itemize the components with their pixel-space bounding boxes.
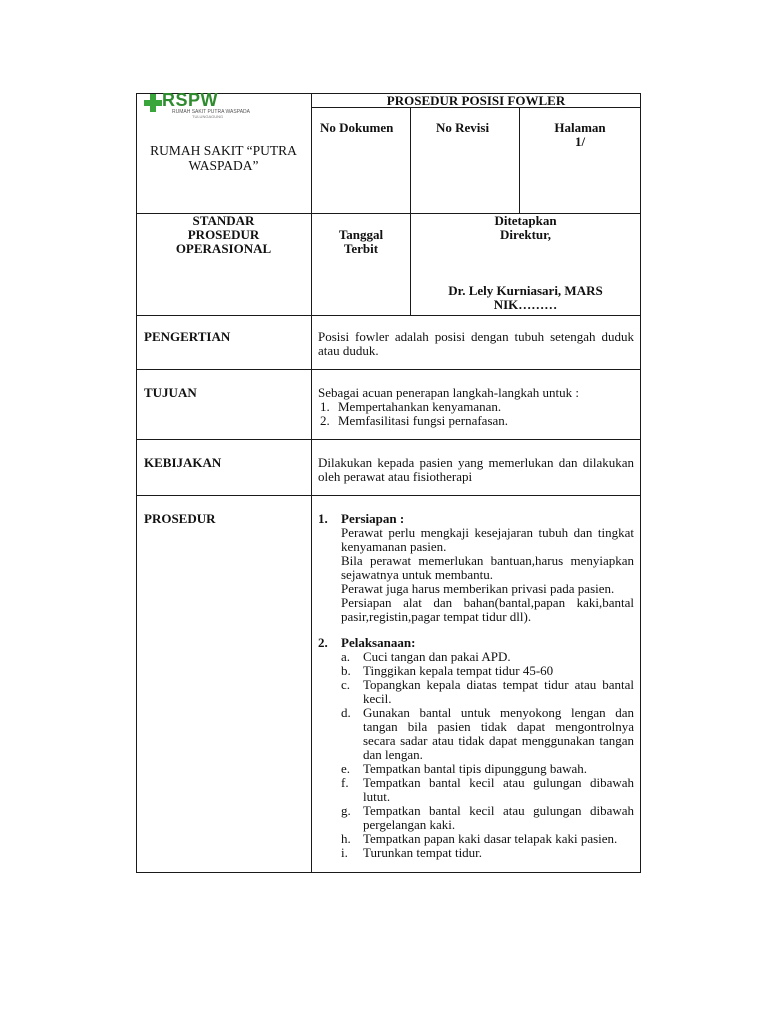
prosedur-label: PROSEDUR (144, 511, 216, 526)
persiapan-number: 1. (318, 511, 328, 526)
step-letter: c. (341, 677, 351, 692)
step-letter: g. (341, 803, 351, 818)
step-text: Tempatkan bantal tipis dipunggung bawah. (363, 761, 588, 776)
halaman-label: Halaman (554, 120, 606, 135)
step-letter: f. (341, 775, 349, 790)
halaman-value: 1/ (574, 134, 586, 149)
terbit-label: Terbit (343, 241, 379, 256)
tujuan-intro: Sebagai acuan penerapan langkah-langkah untuk : (318, 385, 579, 400)
step-letter: i. (341, 845, 348, 860)
step-text: Tempatkan papan kaki dasar telapak kaki pasien. (363, 831, 618, 846)
persiapan-paragraph: Perawat juga harus memberikan privasi pada pasien. (341, 581, 615, 596)
signer-nik: NIK……… (493, 297, 558, 312)
sop-line-2: PROSEDUR (187, 227, 260, 242)
persiapan-paragraph: Perawat perlu mengkaji kesejajaran tubuh dan tingkat kenyamanan pasien. (341, 525, 634, 554)
step-letter: h. (341, 831, 351, 846)
pengertian-text: Posisi fowler adalah posisi dengan tubuh setengah duduk atau duduk. (318, 329, 634, 358)
hospital-logo (144, 92, 256, 120)
tujuan-item: Memfasilitasi fungsi pernafasan. (338, 413, 509, 428)
step-text: Turunkan tempat tidur. (363, 845, 483, 860)
step-text: Topangkan kepala diatas tempat tidur atau bantal kecil. (363, 677, 634, 706)
tujuan-label: TUJUAN (144, 385, 197, 400)
signer-name: Dr. Lely Kurniasari, MARS (448, 283, 603, 298)
persiapan-title: Persiapan : (341, 511, 405, 526)
direktur-label: Direktur, (500, 227, 551, 242)
step-text: Tempatkan bantal kecil atau gulungan dibawah pergelangan kaki. (363, 803, 634, 832)
step-text: Cuci tangan dan pakai APD. (363, 649, 511, 664)
logo-line-2: TULUNGAGUNG (192, 114, 224, 119)
step-letter: b. (341, 663, 351, 678)
kebijakan-text: Dilakukan kepada pasien yang memerlukan dan dilakukan oleh perawat atau fisiotherapi (318, 455, 634, 484)
tujuan-item-num: 2. (320, 413, 330, 428)
persiapan-paragraph: Persiapan alat dan bahan(bantal,papan kaki,bantal pasir,registin,pagar tempat tidur dll). (341, 595, 634, 624)
tujuan-item-num: 1. (320, 399, 330, 414)
tanggal-label: Tanggal (338, 227, 384, 242)
sop-line-3: OPERASIONAL (175, 241, 272, 256)
persiapan-paragraph: Bila perawat memerlukan bantuan,harus menyiapkan sejawatnya untuk membantu. (341, 553, 634, 582)
document-title: PROSEDUR POSISI FOWLER (386, 93, 566, 108)
tujuan-item: Mempertahankan kenyamanan. (338, 399, 502, 414)
ditetapkan-label: Ditetapkan (494, 213, 557, 228)
step-text: Tempatkan bantal kecil atau gulungan dibawah lutut. (363, 775, 634, 804)
kebijakan-label: KEBIJAKAN (144, 455, 222, 470)
plus-cross-icon (144, 94, 162, 112)
sop-line-1: STANDAR (192, 213, 255, 228)
step-text: Tinggikan kepala tempat tidur 45-60 (363, 663, 554, 678)
step-text: Gunakan bantal untuk menyokong lengan dan tangan bila pasien tidak dapat mengontrolnya secara sadar atau tidak dapat menggunakan tangan dan lengan. (363, 705, 634, 762)
step-letter: d. (341, 705, 351, 720)
logo-mark: RSPW (162, 90, 218, 110)
pelaksanaan-number: 2. (318, 635, 328, 650)
hospital-name: RUMAH SAKIT “PUTRA WASPADA” (150, 143, 297, 173)
no-dokumen-label: No Dokumen (320, 120, 394, 135)
logo-line-1: RUMAH SAKIT PUTRA WASPADA (172, 109, 250, 115)
pelaksanaan-title: Pelaksanaan: (341, 635, 416, 650)
step-letter: e. (341, 761, 351, 776)
pengertian-label: PENGERTIAN (144, 329, 231, 344)
no-revisi-label: No Revisi (436, 120, 490, 135)
step-letter: a. (341, 649, 351, 664)
